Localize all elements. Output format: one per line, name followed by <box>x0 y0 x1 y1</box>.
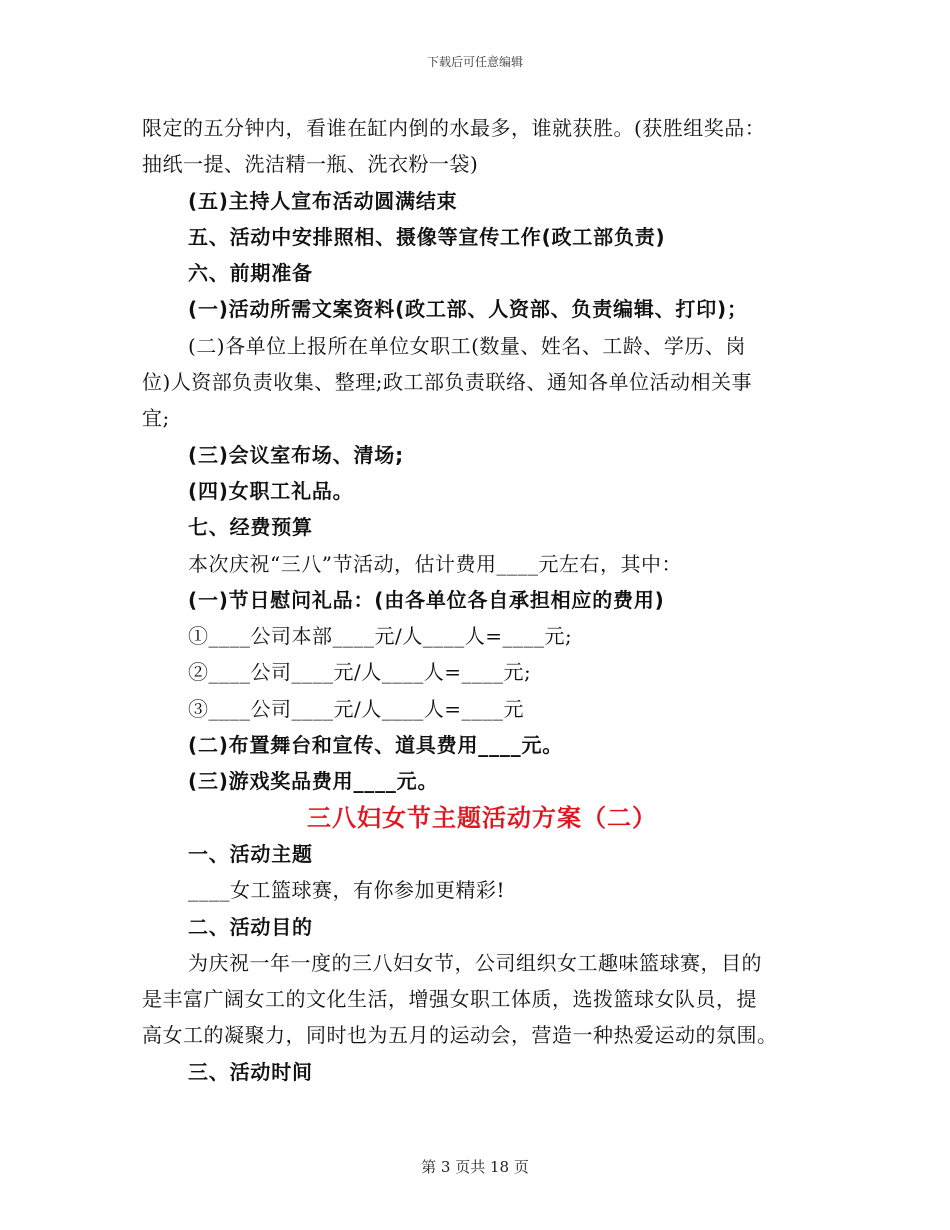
section-heading: 三、活动时间 <box>188 1059 313 1084</box>
paragraph-line: ____女工篮球赛，有你参加更精彩! <box>188 878 506 903</box>
section-heading: 二、活动目的 <box>188 914 313 939</box>
document-body <box>142 110 810 1090</box>
paragraph-line: 位)人资部负责收集、整理;政工部负责联络、通知各单位活动相关事 <box>142 370 753 395</box>
budget-line: ②____公司____元/人____人=____元; <box>188 660 532 685</box>
section-item: (二)布置舞台和宣传、道具费用____元。 <box>188 733 564 758</box>
section-item: (四)女职工礼品。 <box>188 478 354 503</box>
section-item: (三)游戏奖品费用____元。 <box>188 769 439 794</box>
page-number: 第 3 页共 18 页 <box>421 1158 529 1176</box>
section-heading: 一、活动主题 <box>188 841 313 866</box>
paragraph-line: 是丰富广阔女工的文化生活，增强女职工体质，选拨篮球女队员，提 <box>142 987 757 1012</box>
section-item: (一)活动所需文案资料(政工部、人资部、负责编辑、打印)； <box>188 297 748 322</box>
paragraph-line: 为庆祝一年一度的三八妇女节，公司组织女工趣味篮球赛，目的 <box>188 950 762 975</box>
budget-line: ③____公司____元/人____人=____元 <box>188 696 524 721</box>
paragraph-line: 限定的五分钟内，看谁在缸内倒的水最多，谁就获胜。(获胜组奖品： <box>142 116 766 140</box>
section-item: (五)主持人宣布活动圆满结束 <box>188 188 458 213</box>
document-title: 三八妇女节主题活动方案（二） <box>307 803 657 832</box>
section-heading: 五、活动中安排照相、摄像等宣传工作(政工部负责) <box>188 224 666 249</box>
section-heading: 六、前期准备 <box>188 261 313 286</box>
paragraph-line: 抽纸一提、洗洁精一瓶、洗衣粉一袋) <box>142 152 479 177</box>
section-item: (三)会议室布场、清场; <box>188 442 404 467</box>
section-heading: 七、经费预算 <box>188 515 313 540</box>
paragraph-line: 高女工的凝聚力，同时也为五月的运动会，营造一种热爱运动的氛围。 <box>142 1023 778 1048</box>
budget-line: ①____公司本部____元/人____人=____元; <box>188 624 573 649</box>
paragraph-line: (二)各单位上报所在单位女职工(数量、姓名、工龄、学历、岗 <box>188 333 746 358</box>
header-note: 下载后可任意编辑 <box>426 55 523 69</box>
section-item: (一)节日慰问礼品：(由各单位各自承担相应的费用) <box>188 587 665 612</box>
paragraph-line: 宜; <box>142 406 170 431</box>
paragraph-line: 本次庆祝“三八”节活动，估计费用____元左右，其中： <box>188 551 682 576</box>
